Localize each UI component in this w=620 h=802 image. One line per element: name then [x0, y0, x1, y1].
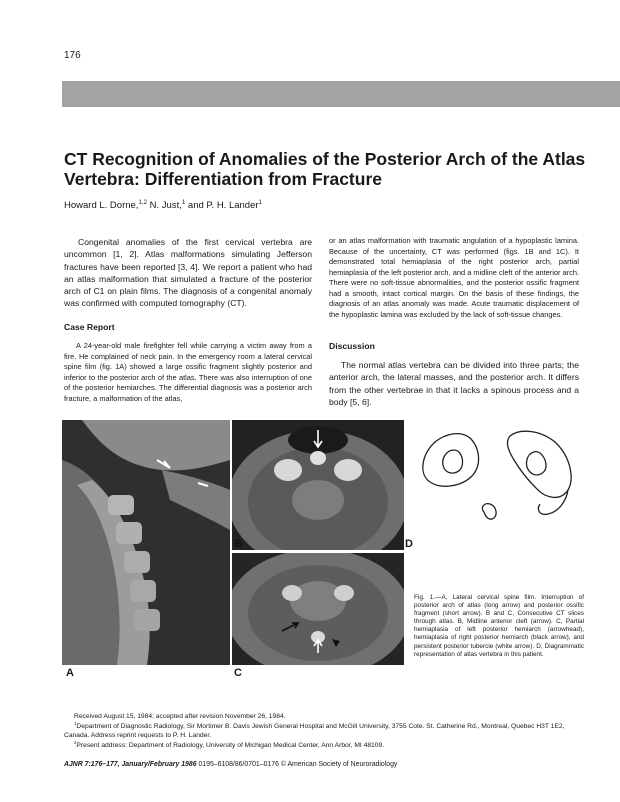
right-column-text: or an atlas malformation with traumatic angulation of a hypoplastic lamina. Because of the uncertainty, CT was performed (figs. 1B and 1C). It demonstrated total hemiaplasia of the right posterior arch, partial hemiaplasia of the left posterior arch, and a midline cleft of the anterior arch. There were no soft-tissue abnormalities, and the posterior ossific fragment had a smooth, intact cortical margin. On the basis of these findings, the diagnosis of an atlas anomaly was made. Acute traumatic displacement of the hypoplastic lamina was excluded by the lack of soft-tissue changes.: [329, 236, 579, 319]
header-band: [62, 81, 620, 107]
figure-1d-atlas-diagram: [410, 420, 580, 540]
present-address-footnote: [64, 741, 589, 751]
discussion-text: The normal atlas vertebra can be divided into three parts; the anterior arch, the lateral masses, and the posterior arch. It differs from the other vertebrae in that it lacks a spinous process and a body [5, 6].: [329, 360, 579, 407]
figure-1c-ct-slice: [232, 553, 404, 665]
article-title: CT Recognition of Anomalies of the Posterior Arch of the Atlas Vertebra: Differentiation from Fracture: [64, 149, 586, 189]
received-date: Received August 15, 1984; accepted after revision November 26, 1984.: [74, 713, 286, 720]
footnotes: [64, 712, 589, 750]
figure-1b-ct-slice: [232, 420, 404, 550]
footnote-mark: 1: [74, 720, 77, 726]
journal-citation: [64, 761, 397, 768]
author-name: Howard L. Dorne,: [64, 200, 139, 211]
intro-paragraph: Congenital anomalies of the first cervical vertebra are uncommon [1, 2]. Atlas malformations simulating Jefferson fractures have been reported [3, 4]. We report a patient who had an atlas malformation that simulated a fracture of the posterior arch of C1 on plain films. The diagnosis of a congenital anomaly was confirmed with computed tomography (CT).: [64, 237, 312, 309]
journal-code: 0195–6108/86/0701–0176 © American Society of Neuroradiology: [196, 761, 398, 768]
author-affiliation-mark: 1: [258, 198, 262, 206]
panel-label-c: C: [234, 667, 242, 679]
panel-label-d: D: [405, 538, 413, 550]
page-number: 176: [64, 50, 81, 61]
journal-citation-label: AJNR 7:176–177, January/February 1986: [64, 761, 197, 768]
figure-1a-lateral-xray: [62, 420, 230, 665]
author-name: N. Just,: [147, 200, 182, 211]
affiliation-footnote: [64, 722, 589, 741]
figure-caption: Fig. 1.—A, Lateral cervical spine film. Interruption of posterior arch of atlas (long arrow) and posterior ossific fragment (short arrow). B and C, Consecutive CT slices through atlas. B, Midline anterior cleft (arrow). C, Partial hemiaplasia of left posterior hemiarch (arrowhead), hemiaplasia of right posterior hemiarch (black arrow), and persistent posterior tubercle (white arrow). D, Diagrammatic representation of atlas vertebra in this patient.: [414, 594, 584, 658]
case-report-heading: Case Report: [64, 322, 115, 332]
author-name: and P. H. Lander: [185, 200, 259, 211]
footnote-mark: 2: [74, 739, 77, 745]
author-affiliation-mark: 1,2: [138, 198, 148, 206]
author-line: [64, 200, 262, 211]
affiliation-text: Department of Diagnostic Radiology, Sir Mortimer B. Davis Jewish General Hospital and McGill University, 3755 Cote. St. Catherine Rd., Montreal, Quebec H3T 1E2, Canada. Address reprint requests to P. H. Lander.: [64, 722, 565, 740]
present-address-text: Present address: Department of Radiology, University of Michigan Medical Center, Ann Arbor, MI 48109.: [76, 741, 385, 749]
panel-label-b: B: [234, 538, 242, 550]
discussion-heading: Discussion: [329, 341, 375, 351]
panel-label-a: A: [66, 667, 74, 679]
author-affiliation-mark: 1: [181, 198, 186, 206]
case-report-text: A 24-year-old male firefighter fell while carrying a victim away from a fire. He complained of neck pain. In the emergency room a lateral cervical spine film (fig. 1A) showed a large ossific fragment slightly posterior and inferior to the posterior arch of the atlas. There was also interruption of one of the posterior hemiarches. The differential diagnosis was a posterior arch fracture, a malformation of the atlas,: [64, 341, 312, 403]
